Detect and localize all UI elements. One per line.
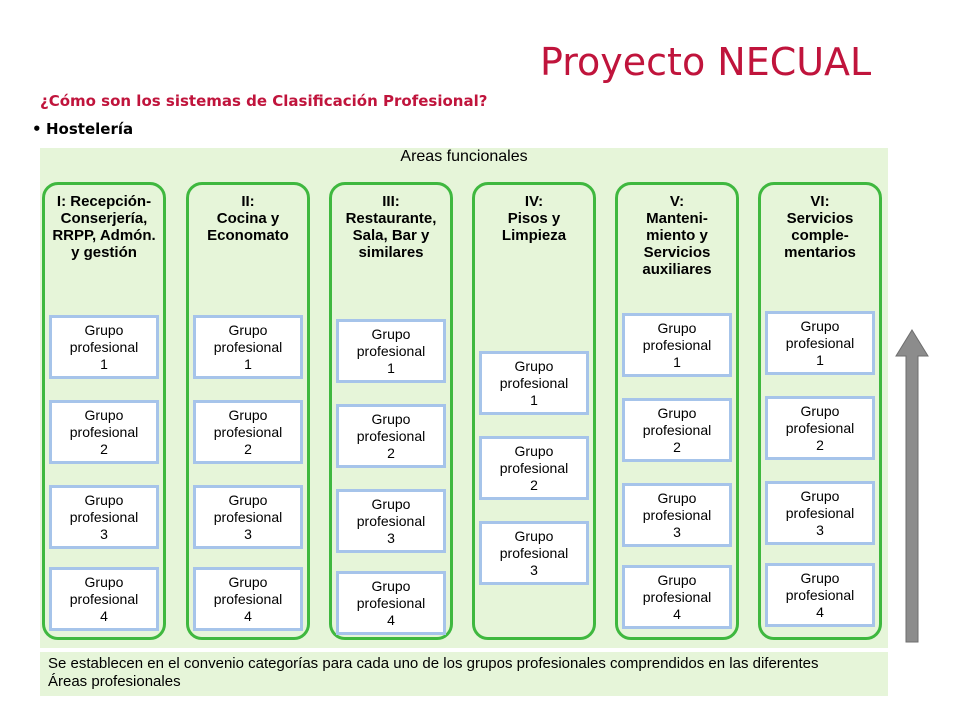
area-heading-line: II: [241, 193, 255, 210]
group-label-line: Grupo [371, 578, 411, 594]
group-label-line: Grupo [514, 528, 554, 544]
area-column [615, 182, 739, 640]
area-column [42, 182, 166, 640]
group-label-line: profesional [213, 509, 283, 525]
group-label-line: Grupo [657, 405, 697, 421]
professional-group-box [765, 481, 875, 545]
area-heading-line: comple- [791, 227, 849, 244]
group-label-line: 1 [530, 392, 538, 408]
area-heading-line: Economato [207, 227, 289, 244]
up-arrow-icon [892, 328, 932, 644]
area-heading-line: Manteni- [646, 210, 708, 227]
bullet-dot-icon: • [32, 120, 42, 138]
page-subtitle: ¿Cómo son los sistemas de Clasificación Profesional? [40, 92, 488, 110]
area-heading-line: Sala, Bar y [352, 227, 430, 244]
group-label-line: profesional [69, 509, 139, 525]
page-title: Proyecto NECUAL [540, 40, 872, 84]
footer-line: Áreas profesionales [48, 673, 181, 690]
area-column [186, 182, 310, 640]
group-label-line: Grupo [800, 570, 840, 586]
group-label-line: Grupo [800, 403, 840, 419]
area-heading-line: VI: [810, 193, 830, 210]
group-label-line: profesional [213, 339, 283, 355]
professional-group-box [622, 483, 732, 547]
group-label-line: 1 [387, 360, 395, 376]
area-heading-line: Servicios [643, 244, 711, 261]
group-label-line: profesional [356, 343, 426, 359]
area-heading-line: Cocina y [216, 210, 280, 227]
professional-group-box [193, 485, 303, 549]
group-label-line: profesional [499, 375, 569, 391]
area-heading-line: Servicios [786, 210, 854, 227]
group-label-line: profesional [69, 339, 139, 355]
area-column [472, 182, 596, 640]
group-label-line: 3 [530, 562, 538, 578]
group-label-line: 2 [244, 441, 252, 457]
group-label-line: profesional [356, 513, 426, 529]
professional-group-box [622, 313, 732, 377]
group-label-line: 4 [816, 604, 824, 620]
professional-group-box [336, 404, 446, 468]
group-label-line: Grupo [228, 407, 268, 423]
area-heading-line: auxiliares [642, 261, 712, 278]
group-label-line: Grupo [84, 407, 124, 423]
group-label-line: Grupo [800, 318, 840, 334]
group-label-line: 1 [100, 356, 108, 372]
area-heading [475, 193, 593, 244]
area-heading-line: miento y [646, 227, 708, 244]
group-label-line: 3 [387, 530, 395, 546]
group-label-line: Grupo [657, 572, 697, 588]
group-label-line: profesional [642, 422, 712, 438]
panel-title: Areas funcionales [400, 148, 528, 165]
group-label-line: Grupo [228, 322, 268, 338]
group-label-line: profesional [499, 460, 569, 476]
professional-group-box [336, 319, 446, 383]
group-label-line: 1 [673, 354, 681, 370]
professional-group-box [765, 563, 875, 627]
area-heading-line: III: [382, 193, 400, 210]
group-label-line: profesional [499, 545, 569, 561]
group-label-line: Grupo [371, 326, 411, 342]
group-label-line: 2 [673, 439, 681, 455]
group-label-line: Grupo [371, 411, 411, 427]
bullet-item [32, 120, 134, 138]
group-label-line: 2 [816, 437, 824, 453]
group-label-line: 3 [244, 526, 252, 542]
group-label-line: profesional [69, 591, 139, 607]
area-column [329, 182, 453, 640]
area-column [758, 182, 882, 640]
area-heading-line: I: Recepción- [56, 193, 152, 210]
area-heading-line: IV: [524, 193, 544, 210]
professional-group-box [193, 567, 303, 631]
area-heading [332, 193, 450, 261]
area-heading-line: Pisos y [507, 210, 561, 227]
area-heading-line: Restaurante, [345, 210, 437, 227]
professional-group-box [193, 400, 303, 464]
group-label-line: Grupo [228, 492, 268, 508]
professional-group-box [479, 436, 589, 500]
professional-group-box [193, 315, 303, 379]
group-label-line: 1 [816, 352, 824, 368]
group-label-line: Grupo [371, 496, 411, 512]
area-heading [618, 193, 736, 278]
professional-group-box [622, 565, 732, 629]
group-label-line: Grupo [228, 574, 268, 590]
group-label-line: 2 [530, 477, 538, 493]
footer-note [40, 652, 888, 696]
group-label-line: profesional [785, 420, 855, 436]
group-label-line: Grupo [657, 320, 697, 336]
group-label-line: profesional [213, 591, 283, 607]
group-label-line: profesional [642, 337, 712, 353]
group-label-line: profesional [785, 587, 855, 603]
group-label-line: profesional [213, 424, 283, 440]
group-label-line: profesional [642, 507, 712, 523]
area-heading-line: mentarios [784, 244, 856, 261]
professional-group-box [49, 400, 159, 464]
professional-group-box [49, 567, 159, 631]
professional-group-box [765, 396, 875, 460]
area-heading-line: Conserjería, [60, 210, 148, 227]
group-label-line: 4 [387, 612, 395, 628]
professional-group-box [622, 398, 732, 462]
group-label-line: 1 [244, 356, 252, 372]
group-label-line: 2 [100, 441, 108, 457]
professional-group-box [49, 485, 159, 549]
group-label-line: Grupo [84, 322, 124, 338]
area-heading-line: V: [669, 193, 685, 210]
area-heading-line: Limpieza [501, 227, 567, 244]
group-label-line: profesional [356, 595, 426, 611]
professional-group-box [49, 315, 159, 379]
group-label-line: 3 [100, 526, 108, 542]
group-label-line: Grupo [84, 574, 124, 590]
group-label-line: 4 [673, 606, 681, 622]
group-label-line: profesional [642, 589, 712, 605]
group-label-line: 4 [244, 608, 252, 624]
group-label-line: Grupo [514, 358, 554, 374]
bullet-text: Hostelería [46, 120, 134, 138]
area-heading [189, 193, 307, 244]
group-label-line: profesional [69, 424, 139, 440]
area-heading [45, 193, 163, 261]
functional-areas-panel [40, 148, 888, 648]
professional-group-box [336, 489, 446, 553]
group-label-line: 2 [387, 445, 395, 461]
area-heading [761, 193, 879, 261]
group-label-line: 4 [100, 608, 108, 624]
group-label-line: profesional [785, 505, 855, 521]
professional-group-box [765, 311, 875, 375]
footer-line: Se establecen en el convenio categorías para cada uno de los grupos profesionales comprendidos en las diferentes [48, 655, 819, 672]
group-label-line: profesional [356, 428, 426, 444]
group-label-line: 3 [816, 522, 824, 538]
group-label-line: 3 [673, 524, 681, 540]
group-label-line: profesional [785, 335, 855, 351]
professional-group-box [479, 351, 589, 415]
area-heading-line: RRPP, Admón. [52, 227, 156, 244]
area-heading-line: y gestión [71, 244, 137, 261]
professional-group-box [336, 571, 446, 635]
group-label-line: Grupo [84, 492, 124, 508]
area-heading-line: similares [358, 244, 424, 261]
group-label-line: Grupo [514, 443, 554, 459]
group-label-line: Grupo [657, 490, 697, 506]
professional-group-box [479, 521, 589, 585]
group-label-line: Grupo [800, 488, 840, 504]
